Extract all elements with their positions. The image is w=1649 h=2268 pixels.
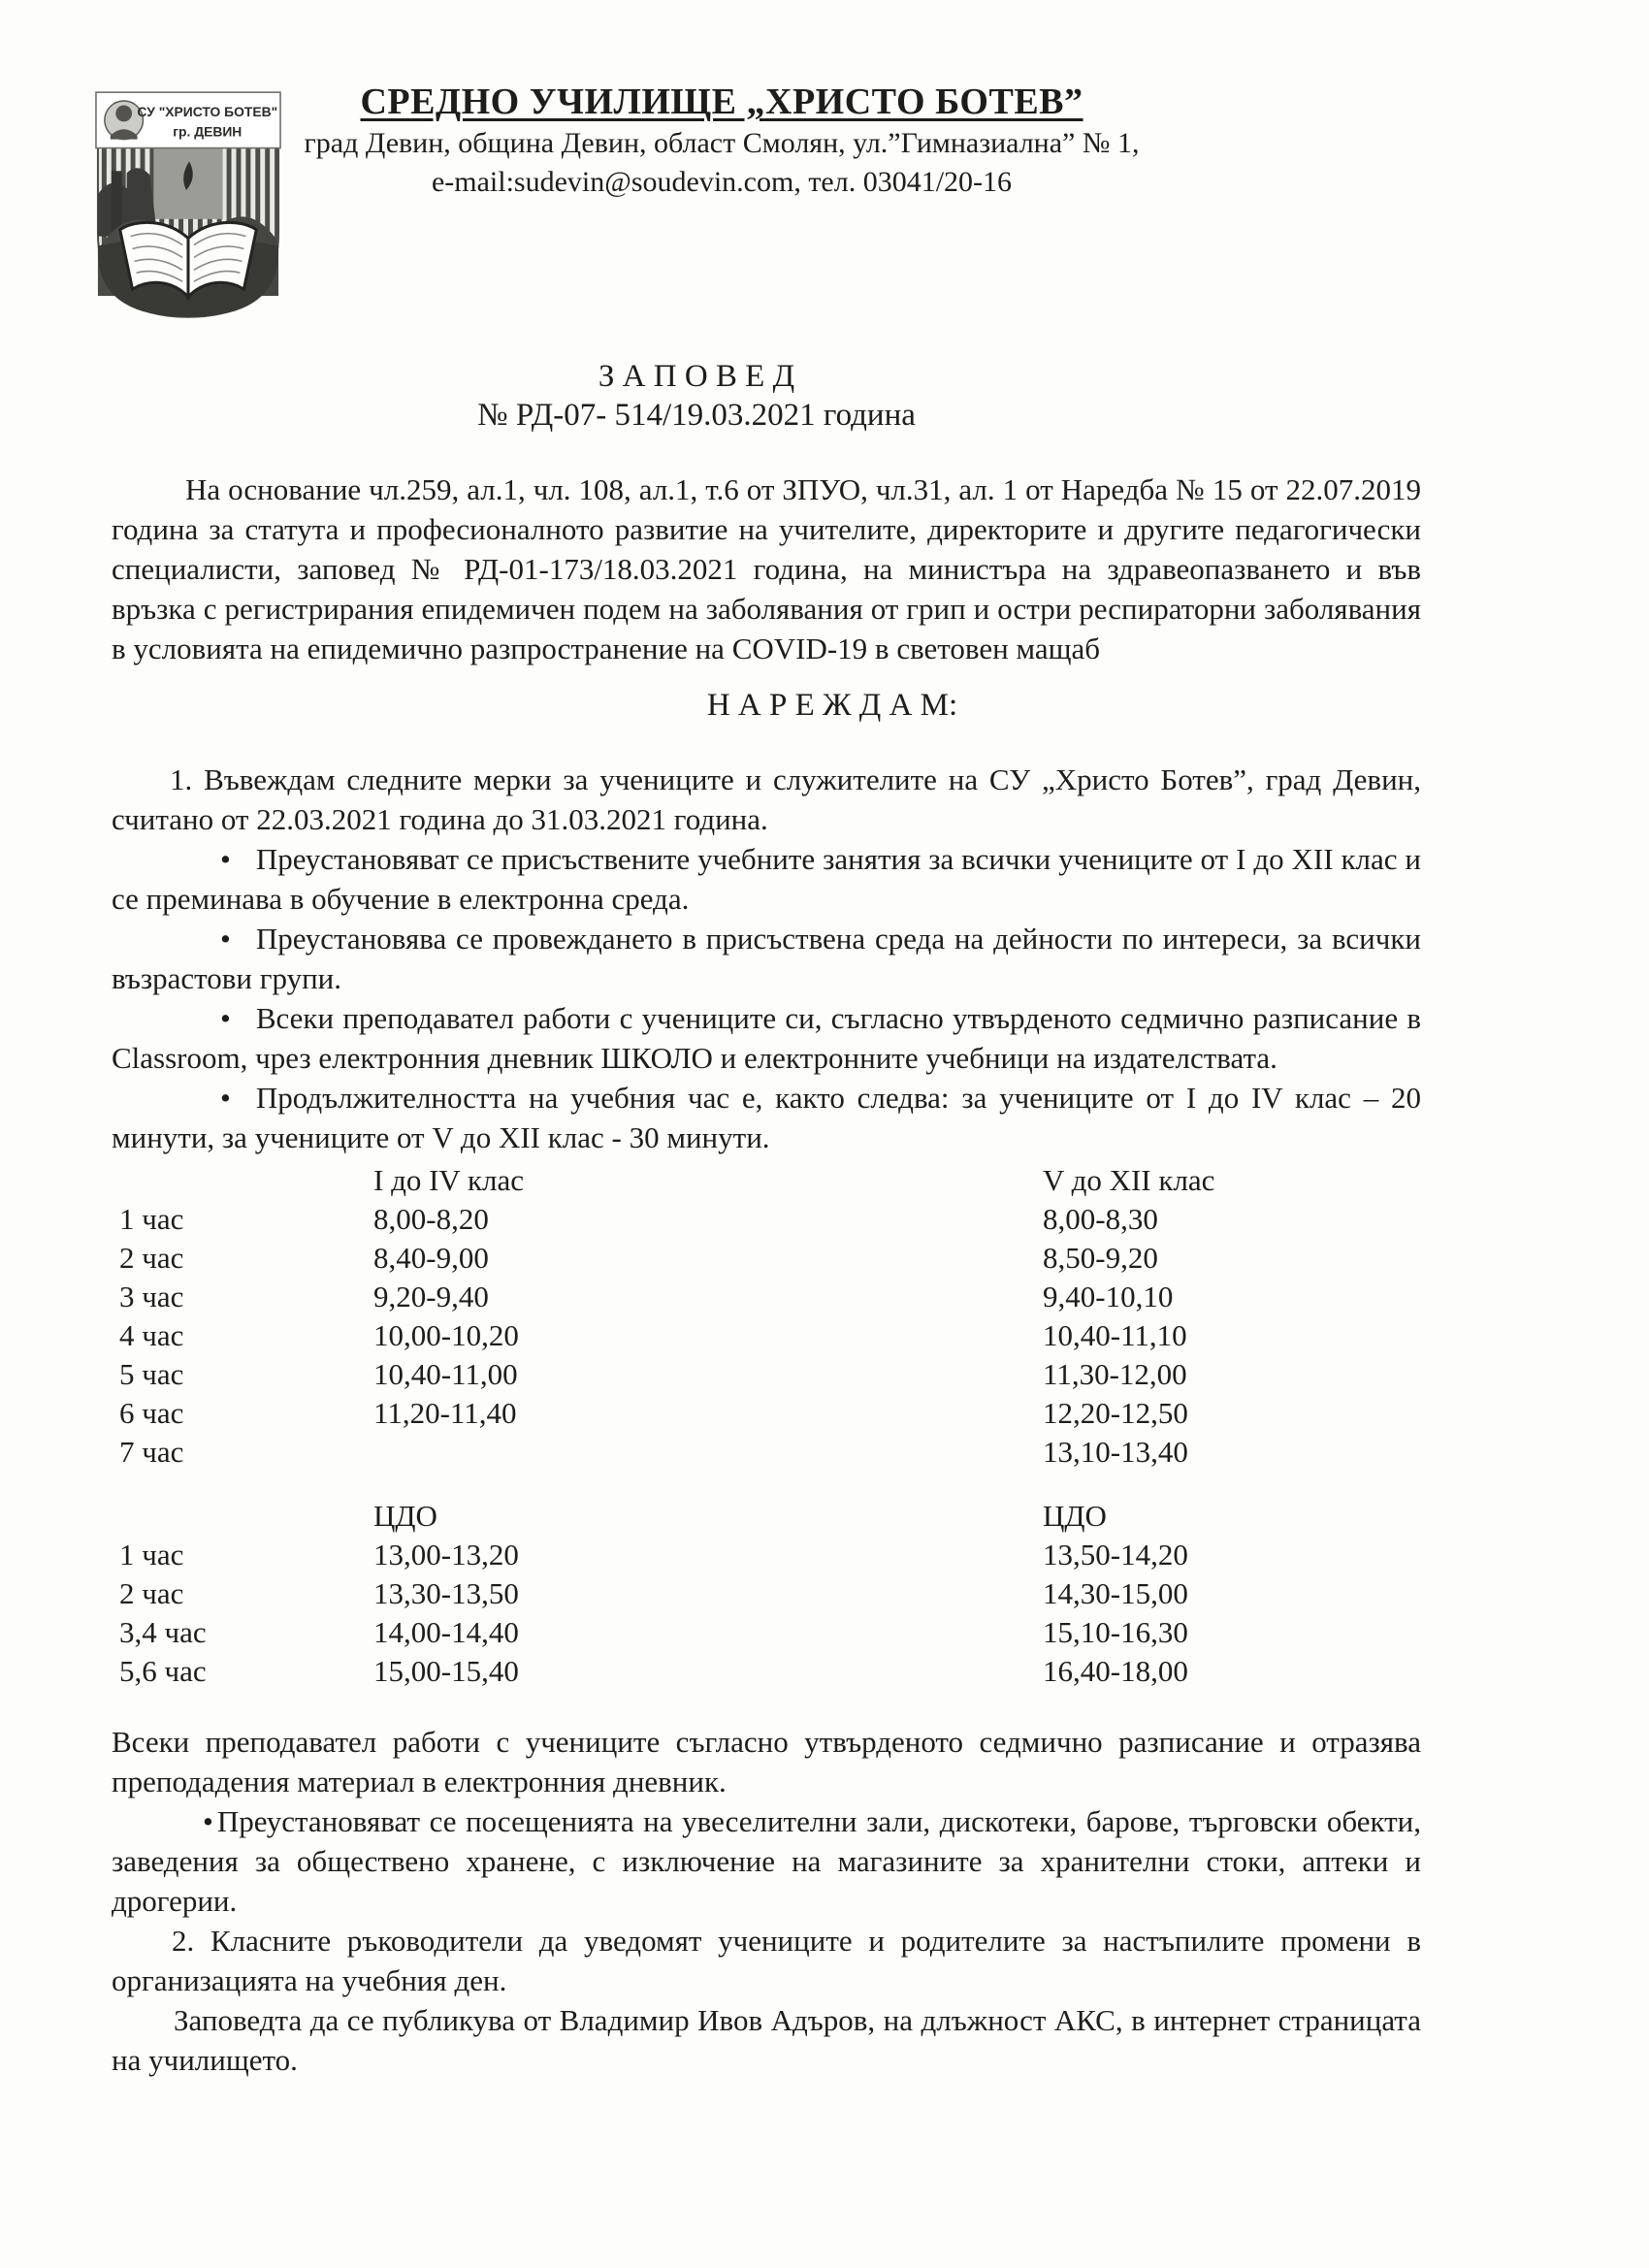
schedule-cell-time-secondary: 9,40-10,10 — [1043, 1280, 1174, 1313]
bullet-marker: • — [220, 1001, 231, 1035]
letterhead — [67, 80, 1376, 202]
schedule-cell-time-primary: 9,20-9,40 — [373, 1280, 489, 1313]
schedule-cell-time-secondary: 14,30-15,00 — [1043, 1576, 1188, 1610]
schedule-row — [112, 1316, 1421, 1355]
crest-town: гр. ДЕВИН — [173, 123, 242, 140]
schedule-cell-hour: 5,6 час — [119, 1654, 207, 1688]
venues-text: Преустановяват се посещенията на увеселителни зали, дискотеки, барове, търговски обекти, заведения за обществено хранене, с изключение на магазините за хранителни стоки, аптеки и дрогерии. — [112, 1804, 1421, 1918]
schedule-row — [112, 1574, 1421, 1613]
schedule-cell-empty — [119, 1497, 373, 1536]
schedule-header-row — [112, 1497, 1421, 1536]
legal-basis-paragraph: На основание чл.259, ал.1, чл. 108, ал.1, т.6 от ЗПУО, чл.31, ал. 1 от Наредба № 15 от 22.07.2019 година за статута и професионалното развитие на учителите, директорите и другите педагогически специалисти, заповед № РД-01-173/18.03.2021 година, на министъра на здравеопазването и във връзка с регистрирания епидемичен подем на заболявания от грип и остри респираторни заболявания в условията на епидемично разпространение на COVID-19 в световен мащаб — [112, 472, 1421, 665]
measure-bullet-1 — [112, 839, 1421, 919]
venues-bullet — [112, 1801, 1421, 1921]
schedule-col-header-secondary: V до XII клас — [1043, 1163, 1215, 1197]
schedule-cell-time-secondary: 11,30-12,00 — [1043, 1357, 1187, 1391]
measure-bullet-3 — [112, 998, 1421, 1078]
schedule-cell-time-primary: 10,40-11,00 — [373, 1357, 518, 1391]
schedule-cell-time-secondary: 10,40-11,10 — [1043, 1318, 1187, 1352]
schedule-cell-hour: 2 час — [119, 1241, 184, 1275]
schedule-cell-empty — [119, 1161, 373, 1200]
order-number: № РД-07- 514/19.03.2021 година — [477, 398, 916, 433]
schedule-cell-time-primary — [373, 1433, 1043, 1472]
schedule-cell-hour: 1 час — [119, 1538, 184, 1571]
measure-bullet-2 — [112, 919, 1421, 998]
schedule-cell-time-secondary: 8,00-8,30 — [1043, 1202, 1158, 1236]
schedule-row — [112, 1433, 1421, 1472]
schedule-cell-time-primary: 14,00-14,40 — [373, 1615, 519, 1649]
order-item-1: 1. Въвеждам следните мерки за учениците и служителите на СУ „Христо Ботев”, град Девин, считано от 22.03.2021 година до 31.03.2021 година. — [112, 762, 1421, 836]
schedule-col-header-primary: І до ІV клас — [373, 1163, 525, 1197]
cdo-col-header-primary: ЦДО — [373, 1499, 437, 1533]
school-name-title: СРЕДНО УЧИЛИЩЕ „ХРИСТО БОТЕВ” — [360, 81, 1083, 122]
schedule-cell-time-primary: 11,20-11,40 — [373, 1396, 517, 1430]
schedule-cell-hour: 2 час — [119, 1576, 184, 1610]
order-title: З А П О В Е Д — [598, 359, 795, 394]
command-heading: Н А Р Е Ж Д А М: — [706, 688, 958, 723]
schedule-cell-time-primary: 13,00-13,20 — [373, 1538, 519, 1571]
bullet-marker: • — [203, 1804, 213, 1838]
school-address-line: град Девин, община Девин, област Смолян, ул.”Гимназиална” № 1, — [304, 127, 1140, 159]
schedule-cell-hour: 1 час — [119, 1202, 184, 1236]
schedule-row — [112, 1613, 1421, 1652]
schedule-row — [112, 1355, 1421, 1394]
measure-text: Всеки преподавател работи с учениците си, съгласно утвърденото седмично разписание в Classroom, чрез електронния дневник ШКОЛО и електронните учебници на издателствата. — [112, 1001, 1421, 1075]
bullet-marker: • — [220, 1081, 231, 1115]
schedule-table-cdo — [112, 1497, 1421, 1691]
schedule-cell-time-primary: 8,00-8,20 — [373, 1202, 489, 1236]
schedule-cell-time-secondary: 16,40-18,00 — [1043, 1654, 1188, 1688]
schedule-cell-time-primary: 8,40-9,00 — [373, 1241, 489, 1275]
measure-text: Преустановява се провеждането в присъствена среда на дейности по интереси, за всички възрастови групи. — [112, 922, 1421, 995]
school-contacts-line: e-mail:sudevin@soudevin.com, тел. 03041/20-16 — [431, 166, 1013, 198]
schedule-cell-time-secondary: 13,50-14,20 — [1043, 1538, 1188, 1571]
schedule-row — [112, 1200, 1421, 1239]
cdo-col-header-secondary: ЦДО — [1043, 1499, 1107, 1533]
schedule-row — [112, 1239, 1421, 1278]
schedule-cell-hour: 4 час — [119, 1318, 184, 1352]
schedule-cell-time-primary: 13,30-13,50 — [373, 1576, 519, 1610]
schedule-cell-hour: 6 час — [119, 1396, 184, 1430]
schedule-cell-time-secondary: 12,20-12,50 — [1043, 1396, 1188, 1430]
schedule-header-row — [112, 1161, 1421, 1200]
bullet-marker: • — [220, 842, 231, 876]
schedule-cell-time-primary: 10,00-10,20 — [373, 1318, 519, 1352]
measure-bullet-4 — [112, 1078, 1421, 1157]
schedule-cell-hour: 7 час — [119, 1435, 184, 1469]
schedule-cell-time-primary: 15,00-15,40 — [373, 1654, 519, 1688]
schedule-table-main — [112, 1161, 1421, 1472]
teacher-note-paragraph: Всеки преподавател работи с учениците съгласно утвърденото седмично разписание и отразява преподадения материал в електронния дневник. — [112, 1725, 1421, 1798]
schedule-cell-time-secondary: 13,10-13,40 — [1043, 1435, 1188, 1469]
measure-text: Преустановяват се присъствените учебните занятия за всички учениците от I до XII клас и се преминава в обучение в електронна среда. — [112, 842, 1421, 916]
schedule-cell-hour: 5 час — [119, 1357, 184, 1391]
schedule-cell-time-secondary: 8,50-9,20 — [1043, 1241, 1158, 1275]
schedule-cell-hour: 3 час — [119, 1280, 184, 1313]
schedule-row — [112, 1536, 1421, 1574]
schedule-row — [112, 1652, 1421, 1691]
schedule-row — [112, 1394, 1421, 1433]
measure-text: Продължителността на учебния час е, както следва: за учениците от I до IV клас – 20 минути, за учениците от V до XII клас - 30 минути. — [112, 1081, 1421, 1154]
order-item-2: 2. Класните ръководители да уведомят учениците и родителите за настъпилите промени в организацията на учебния ден. — [112, 1924, 1421, 1997]
schedule-row — [112, 1278, 1421, 1316]
bullet-marker: • — [220, 922, 231, 956]
schedule-cell-time-secondary: 15,10-16,30 — [1043, 1615, 1188, 1649]
publish-note-paragraph: Заповедта да се публикува от Владимир Ивов Адъров, на длъжност АКС, в интернет страницата на училището. — [112, 2003, 1421, 2077]
schedule-cell-hour: 3,4 час — [119, 1615, 207, 1649]
crest-school-name: СУ "ХРИСТО БОТЕВ" — [137, 103, 278, 119]
